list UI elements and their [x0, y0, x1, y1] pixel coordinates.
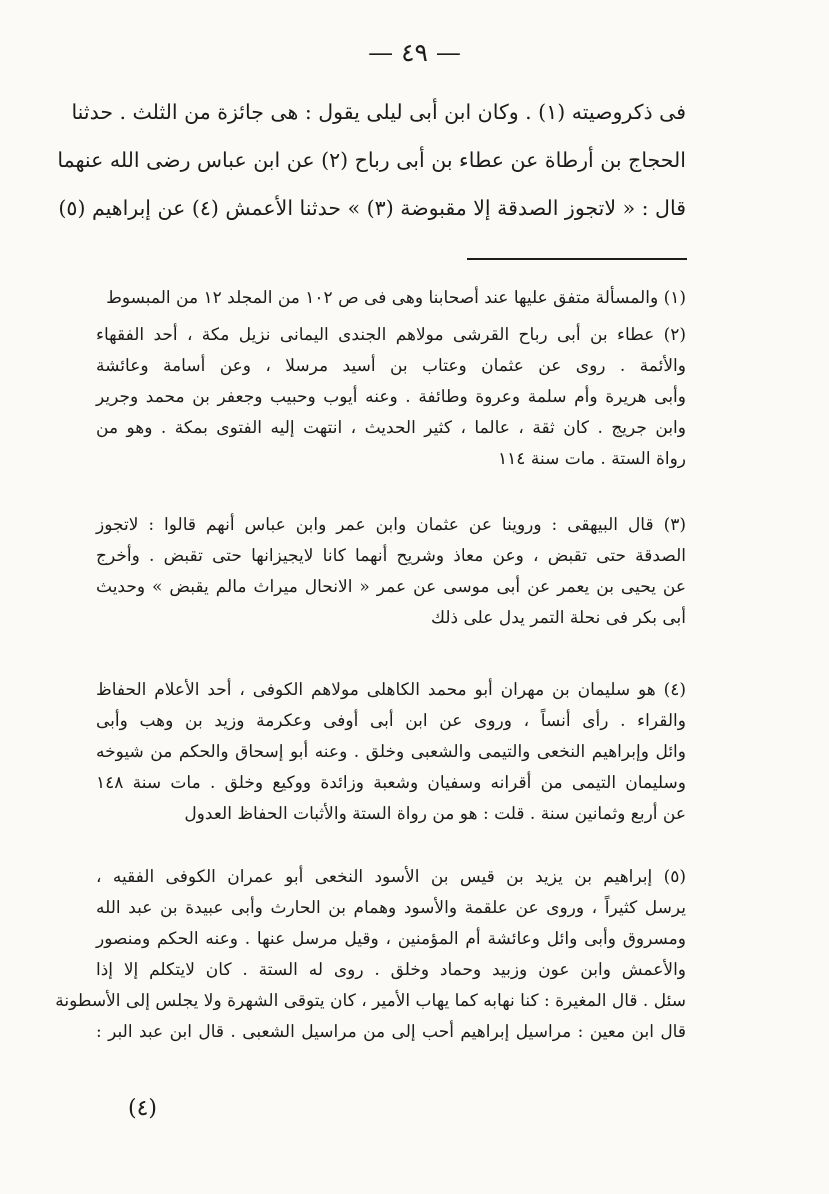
- footnote-line: الصدقة حتى تقبض ، وعن معاذ وشريح أنهما كانا لايجيزانها حتى تقبض . وأخرج: [96, 546, 686, 566]
- footnote-4: [96, 675, 686, 830]
- main-text-line: قال : « لاتجوز الصدقة إلا مقبوضة (٣) » حدثنا الأعمش (٤) عن إبراهيم (٥): [58, 196, 686, 220]
- footnote-line: وابن جريج . كان ثقة ، عالما ، كثير الحديث ، انتهت إليه الفتوى بمكة . وهو من: [96, 418, 686, 438]
- footnote-line: (١) والمسألة متفق عليها عند أصحابنا وهى فى ص ١٠٢ من المجلد ١٢ من المبسوط: [106, 288, 686, 308]
- footnote-line: وائل وإبراهيم النخعى والتيمى والشعبى وخلق . وعنه أبو إسحاق والحكم من شيوخه: [96, 742, 686, 762]
- footnote-line: قال ابن معين : مراسيل إبراهيم أحب إلى من مراسيل الشعبى . قال ابن عبد البر :: [96, 1022, 686, 1042]
- signature-mark: (٤): [128, 1096, 158, 1121]
- footnote-line: والأئمة . روى عن عثمان وعتاب بن أسيد مرسلا ، وعن أسامة وعائشة: [96, 356, 686, 376]
- footnote-line: رواة الستة . مات سنة ١١٤: [498, 449, 686, 469]
- footnote-1: [96, 283, 686, 314]
- page-number: — ٤٩ —: [368, 38, 461, 67]
- footnote-line: سئل . قال المغيرة : كنا نهابه كما يهاب الأمير ، كان يتوقى الشهرة ولا يجلس إلى الأسطونة: [55, 991, 686, 1011]
- footnote-separator-rule: [467, 258, 687, 260]
- footnote-5: [55, 862, 686, 1048]
- footnote-2: [96, 320, 686, 475]
- footnote-line: والأعمش وابن عون وزبيد وحماد وخلق . روى له الستة . كان لايتكلم إلا إذا: [96, 960, 686, 980]
- footnote-line: (٥) إبراهيم بن يزيد بن قيس بن الأسود النخعى أبو عمران الكوفى الفقيه ،: [96, 867, 686, 887]
- footnote-line: عن أربع وثمانين سنة . قلت : هو من رواة الستة والأثبات الحفاظ العدول: [184, 804, 686, 824]
- footnote-line: عن يحيى بن يعمر عن أبى موسى عن عمر « الانحال ميراث مالم يقبض » وحديث: [96, 577, 686, 597]
- footnote-line: وسليمان التيمى من أقرانه وسفيان وشعبة وزائدة ووكيع وخلق . مات سنة ١٤٨: [96, 773, 686, 793]
- main-text: [57, 92, 686, 236]
- footnote-line: (٣) قال البيهقى : وروينا عن عثمان وابن عمر وابن عباس أنهم قالوا : لاتجوز: [96, 515, 686, 535]
- main-text-line: فى ذكروصيته (١) . وكان ابن أبى ليلى يقول : هى جائزة من الثلث . حدثنا: [71, 100, 686, 124]
- footnote-line: (٤) هو سليمان بن مهران أبو محمد الكاهلى مولاهم الكوفى ، أحد الأعلام الحفاظ: [96, 680, 686, 700]
- footnote-line: يرسل كثيراً ، وروى عن علقمة والأسود وهمام بن الحارث وأبى عبيدة بن عبد الله: [96, 898, 686, 918]
- footnote-3: [96, 510, 686, 634]
- footnote-line: ومسروق وأبى وائل وعائشة أم المؤمنين ، وقيل مرسل عنها . وعنه الحكم ومنصور: [96, 929, 686, 949]
- footnote-line: أبى بكر فى نحلة التمر يدل على ذلك: [431, 608, 686, 628]
- main-text-line: الحجاج بن أرطاة عن عطاء بن أبى رباح (٢) عن ابن عباس رضى الله عنهما: [57, 148, 686, 172]
- footnote-line: (٢) عطاء بن أبى رباح القرشى مولاهم الجندى اليمانى نزيل مكة ، أحد الفقهاء: [96, 325, 686, 345]
- footnote-line: وأبى هريرة وأم سلمة وعروة وطائفة . وعنه أيوب وحبيب وجعفر بن محمد وجرير: [96, 387, 686, 407]
- footnote-line: والقراء . رأى أنساً ، وروى عن ابن أبى أوفى وعكرمة وزيد بن وهب وأبى: [96, 711, 686, 731]
